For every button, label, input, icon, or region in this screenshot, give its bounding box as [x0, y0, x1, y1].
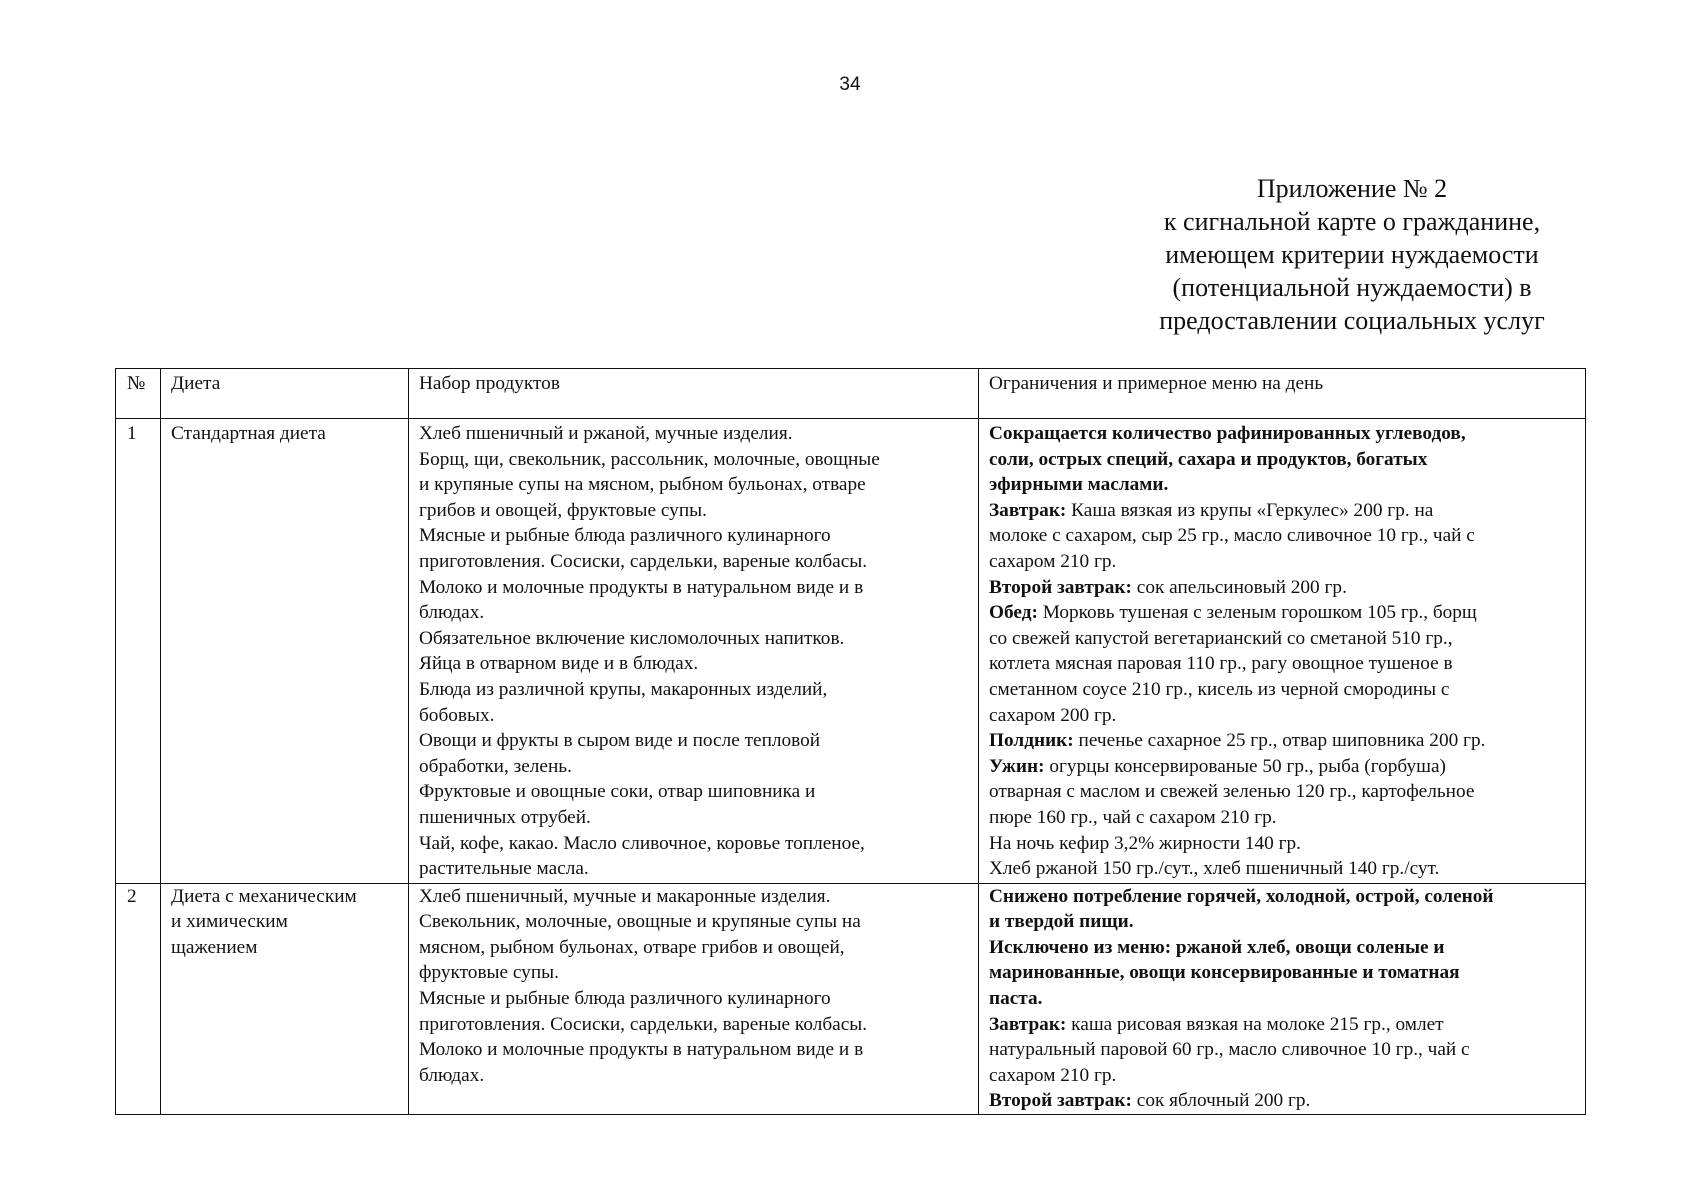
product-line: Хлеб пшеничный, мучные и макаронные изделия. — [419, 885, 831, 907]
meal-text-line: котлета мясная паровая 110 гр., рагу овощное тушеное в — [989, 653, 1453, 675]
meal-text-line: сахаром 200 гр. — [989, 704, 1117, 726]
meal-breakfast — [989, 1012, 1575, 1038]
meal-text-line: пюре 160 гр., чай с сахаром 210 гр. — [989, 806, 1277, 828]
meal-text-line: со свежей капустой вегетарианский со сметаной 510 гр., — [989, 627, 1453, 649]
product-line: Мясные и рыбные блюда различного кулинарного — [419, 525, 831, 547]
menu-cell — [979, 883, 1586, 1114]
restriction-line: маринованные, овощи консервированные и томатная — [989, 962, 1460, 984]
restriction-line: Исключено из меню: ржаной хлеб, овощи соленые и — [989, 936, 1445, 958]
product-line: грибов и овощей, фруктовые супы. — [419, 499, 707, 521]
menu-cell — [979, 419, 1586, 884]
diet-name-line: щажением — [171, 936, 258, 958]
product-line: Обязательное включение кисломолочных напитков. — [419, 627, 845, 649]
meal-second-breakfast — [989, 575, 1575, 601]
meal-text: каша рисовая вязкая на молоке 215 гр., омлет — [1066, 1013, 1444, 1035]
meal-label: Обед: — [989, 602, 1038, 624]
restriction-line: Снижено потребление горячей, холодной, острой, соленой — [989, 885, 1494, 907]
meal-label: Второй завтрак: — [989, 576, 1132, 598]
product-line: фруктовые супы. — [419, 962, 559, 984]
table-row — [116, 419, 1586, 884]
meal-text-line: сметанном соусе 210 гр., кисель из черной смородины с — [989, 678, 1450, 700]
product-line: Молоко и молочные продукты в натуральном виде и в — [419, 576, 864, 598]
product-line: пшеничных отрубей. — [419, 806, 591, 828]
meal-text-line: сахаром 210 гр. — [989, 550, 1117, 572]
meal-breakfast — [989, 498, 1575, 524]
product-line: Свекольник, молочные, овощные и крупяные супы на — [419, 911, 861, 933]
header-num: № — [116, 369, 161, 419]
product-line: Мясные и рыбные блюда различного кулинарного — [419, 988, 831, 1010]
meal-lunch — [989, 600, 1575, 626]
product-line: бобовых. — [419, 704, 495, 726]
product-line: приготовления. Сосиски, сардельки, вареные колбасы. — [419, 550, 868, 572]
appendix-line: имеющем критерии нуждаемости — [1165, 240, 1539, 269]
meal-label: Ужин: — [989, 755, 1045, 777]
meal-label: Завтрак: — [989, 1013, 1067, 1035]
appendix-line: Приложение № 2 — [1256, 174, 1448, 203]
diet-name-line: и химическим — [171, 911, 288, 933]
product-line: приготовления. Сосиски, сардельки, вареные колбасы. — [419, 1013, 868, 1035]
diet-name — [161, 883, 409, 1114]
meal-label: Второй завтрак: — [989, 1090, 1132, 1112]
appendix-line: (потенциальной нуждаемости) в — [1172, 273, 1532, 302]
restriction-line: и твердой пищи. — [989, 911, 1134, 933]
product-line: блюдах. — [419, 602, 485, 624]
product-line: Борщ, щи, свекольник, рассольник, молочные, овощные — [419, 448, 880, 470]
product-line: растительные масла. — [419, 858, 589, 880]
meal-text: Каша вязкая из крупы «Геркулес» 200 гр. на — [1066, 499, 1434, 521]
meal-label: Полдник: — [989, 730, 1074, 752]
product-line: и крупяные супы на мясном, рыбном бульонах, отваре — [419, 474, 866, 496]
header-products: Набор продуктов — [409, 369, 979, 419]
products-cell — [409, 883, 979, 1114]
meal-text-line: сахаром 210 гр. — [989, 1064, 1117, 1086]
product-line: Хлеб пшеничный и ржаной, мучные изделия. — [419, 423, 793, 444]
diet-name — [161, 419, 409, 884]
meal-second-breakfast — [989, 1088, 1575, 1114]
appendix-line: к сигнальной карте о гражданине, — [1163, 207, 1541, 236]
meal-label: Завтрак: — [989, 499, 1067, 521]
product-line: Чай, кофе, какао. Масло сливочное, коровье топленое, — [419, 832, 865, 854]
diet-table — [115, 368, 1586, 1115]
meal-text: сок апельсиновый 200 гр. — [1131, 576, 1347, 598]
product-line: Блюда из различной крупы, макаронных изделий, — [419, 678, 828, 700]
diet-name-line: Диета с механическим — [171, 885, 357, 907]
restriction-line: эфирными маслами. — [989, 474, 1169, 496]
table-row — [116, 883, 1586, 1114]
diet-name-line: Стандартная диета — [171, 423, 326, 444]
meal-text-line: отварная с маслом и свежей зеленью 120 гр., картофельное — [989, 781, 1475, 803]
restriction-line: Сокращается количество рафинированных углеводов, — [989, 423, 1466, 444]
row-number: 2 — [116, 883, 161, 1114]
appendix-header — [1112, 172, 1592, 337]
page-number: 34 — [839, 74, 861, 95]
header-diet: Диета — [161, 369, 409, 419]
product-line: блюдах. — [419, 1064, 485, 1086]
product-line: Фруктовые и овощные соки, отвар шиповника и — [419, 781, 816, 803]
meal-text-line: натуральный паровой 60 гр., масло сливочное 10 гр., чай с — [989, 1039, 1470, 1061]
product-line: обработки, зелень. — [419, 755, 572, 777]
meal-text: сок яблочный 200 гр. — [1131, 1090, 1311, 1112]
product-line: Яйца в отварном виде и в блюдах. — [419, 653, 699, 675]
product-line: мясном, рыбном бульонах, отваре грибов и овощей, — [419, 936, 845, 958]
meal-text: печенье сахарное 25 гр., отвар шиповника 200 гр. — [1073, 730, 1486, 752]
header-menu: Ограничения и примерное меню на день — [979, 369, 1586, 419]
restriction-line: соли, острых специй, сахара и продуктов, богатых — [989, 448, 1428, 470]
meal-dinner — [989, 754, 1575, 780]
extra-line: На ночь кефир 3,2% жирности 140 гр. — [989, 832, 1301, 854]
product-line: Овощи и фрукты в сыром виде и после тепловой — [419, 730, 821, 752]
meal-text-line: молоке с сахаром, сыр 25 гр., масло сливочное 10 гр., чай с — [989, 525, 1475, 547]
meal-text: огурцы консервированые 50 гр., рыба (горбуша) — [1044, 755, 1446, 777]
meal-snack — [989, 728, 1575, 754]
table-header-row — [116, 369, 1586, 419]
products-cell — [409, 419, 979, 884]
restriction-line: паста. — [989, 988, 1043, 1010]
appendix-line: предоставлении социальных услуг — [1159, 306, 1545, 335]
extra-line: Хлеб ржаной 150 гр./сут., хлеб пшеничный 140 гр./сут. — [989, 858, 1440, 880]
row-number: 1 — [116, 419, 161, 884]
product-line: Молоко и молочные продукты в натуральном виде и в — [419, 1039, 864, 1061]
meal-text: Морковь тушеная с зеленым горошком 105 гр., борщ — [1037, 602, 1477, 624]
